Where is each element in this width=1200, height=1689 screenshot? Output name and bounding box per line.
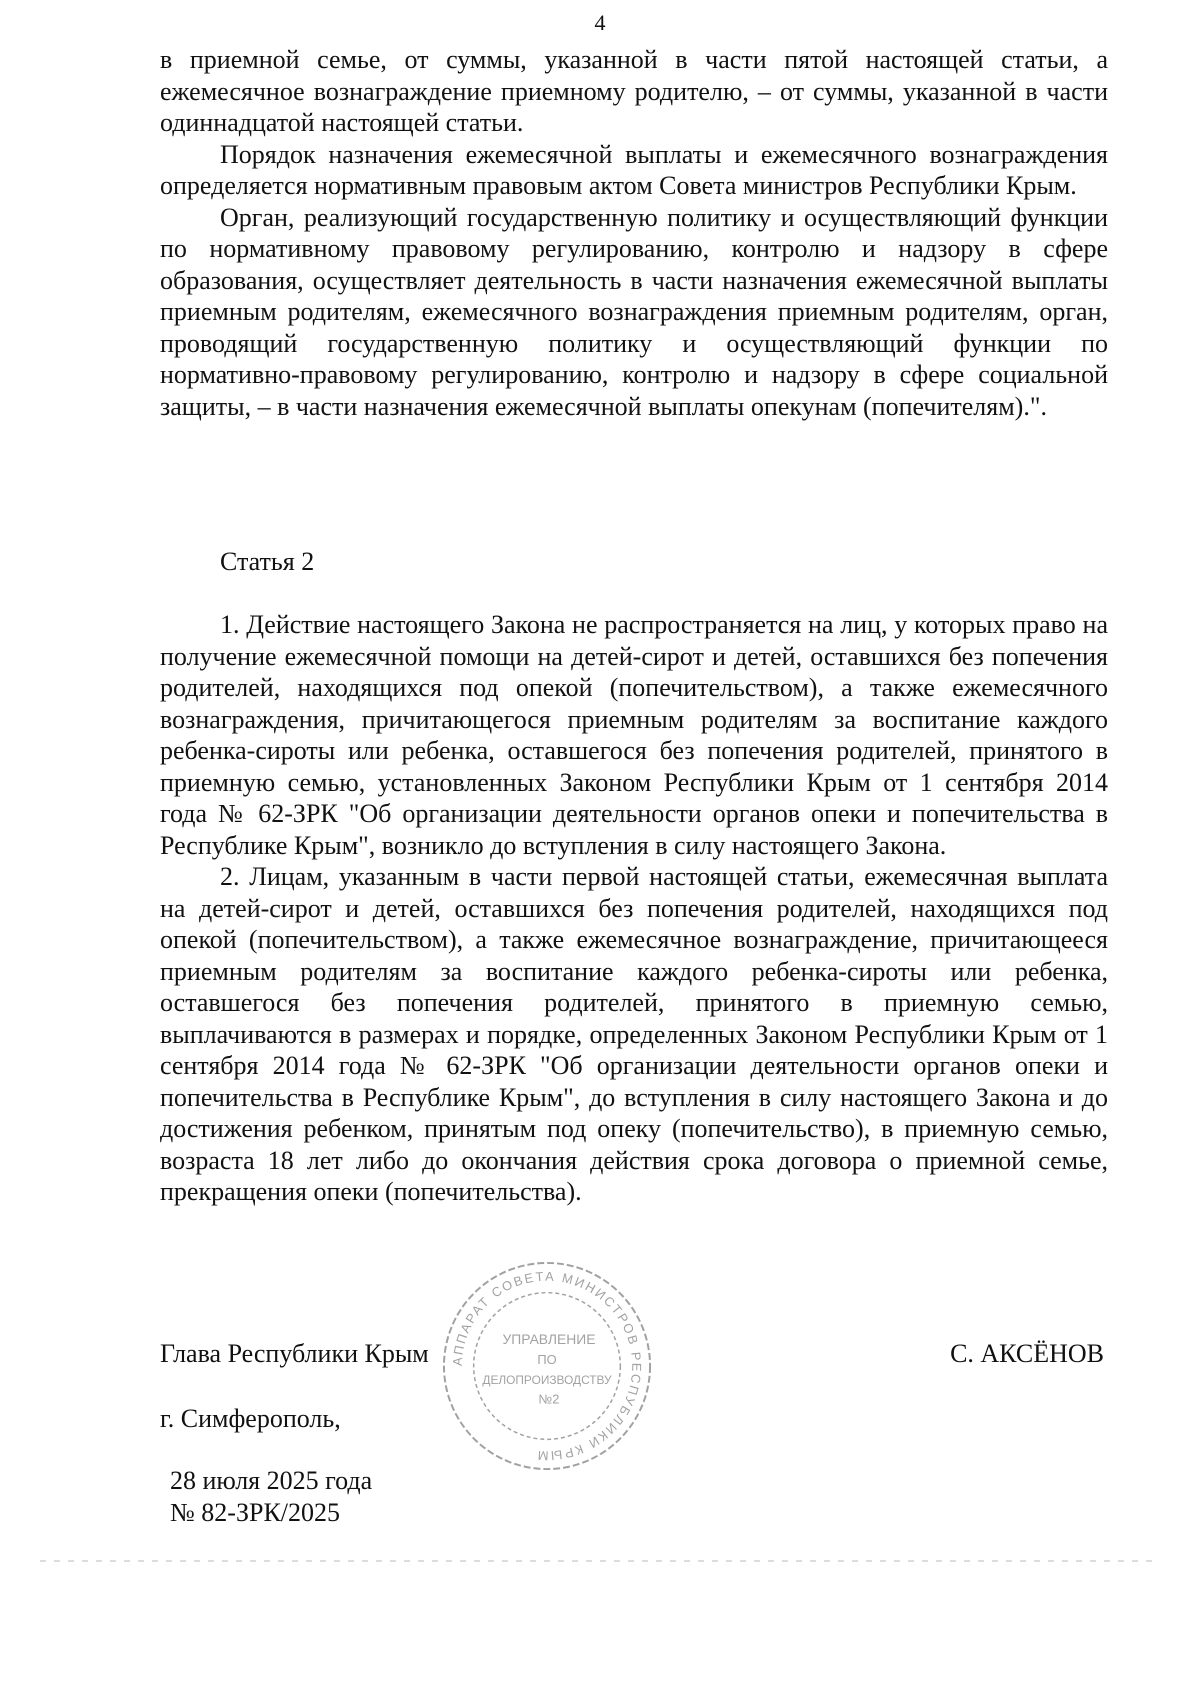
- signer-position: Глава Республики Крым: [160, 1339, 429, 1368]
- scan-edge-artifact: [40, 1560, 1160, 1562]
- paragraph: Орган, реализующий государственную политику и осуществляющий функции по нормативному правовому регулированию, контролю и надзору в сфере образования, осуществляет деятельность в части назначения ежемесячной выплаты приемным родителям, ежемесячного вознаграждения приемным родителям, орган, проводящий государственную политику и осуществляющий функции по нормативно-правовому регулированию, контролю и надзору в сфере социальной защиты, – в части назначения ежемесячной выплаты опекунам (попечителям).".: [160, 202, 1108, 421]
- paragraph: в приемной семье, от суммы, указанной в части пятой настоящей статьи, а ежемесячное вознаграждение приемному родителю, – от суммы, указанной в части одиннадцатой настоящей статьи.: [160, 45, 1108, 137]
- stamp-line: УПРАВЛЕНИЕ: [502, 1331, 596, 1348]
- signing-place: г. Симферополь,: [160, 1404, 341, 1433]
- article-heading: Статья 2: [220, 547, 315, 576]
- page-number: 4: [594, 10, 606, 35]
- article-clause: 2. Лицам, указанным в части первой настоящей статьи, ежемесячная выплата на детей-сирот и детей, оставшихся без попечения родителей, находящихся под опекой (попечительством), а также ежемесячное вознаграждение, причитающееся приемным родителям за воспитание каждого ребенка-сироты или ребенка, оставшегося без попечения родителей, принятого в приемную семью, выплачиваются в размерах и порядке, определенных Законом Республики Крым от 1 сентября 2014 года № 62-ЗРК "Об организации деятельности органов опеки и попечительства в Республике Крым", до вступления в силу настоящего Закона и до достижения ребенком, принятым под опеку (попечительство), в приемную семью, возраста 18 лет либо до окончания действия срока договора о приемной семье, прекращения опеки (попечительства).: [160, 862, 1108, 1206]
- article-clause: 1. Действие настоящего Закона не распространяется на лиц, у которых право на получение ежемесячной помощи на детей-сирот и детей, оставшихся без попечения родителей, находящихся под опекой (попечительством), а также ежемесячного вознаграждения, причитающегося приемным родителям за воспитание каждого ребенка-сироты или ребенка, оставшегося без попечения родителей, принятого в приемную семью, установленных Законом Республики Крым от 1 сентября 2014 года № 62-ЗРК "Об организации деятельности органов опеки и попечительства в Республике Крым", возникло до вступления в силу настоящего Закона.: [160, 610, 1108, 860]
- preceding-article-text: [160, 44, 1108, 422]
- article-2-body: [160, 609, 1108, 1208]
- stamp-line: №2: [538, 1391, 560, 1407]
- official-stamp: [438, 1257, 656, 1475]
- paragraph: Порядок назначения ежемесячной выплаты и ежемесячного вознаграждения определяется нормативным правовым актом Совета министров Республики Крым.: [160, 139, 1108, 200]
- law-number: № 82-ЗРК/2025: [170, 1498, 341, 1527]
- stamp-line: ПО: [537, 1352, 557, 1368]
- signer-name: С. АКСЁНОВ: [950, 1339, 1104, 1368]
- stamp-ring-text: АППАРАТ СОВЕТА МИНИСТРОВ РЕСПУБЛИКИ КРЫМ: [449, 1268, 645, 1464]
- stamp-line: ДЕЛОПРОИЗВОДСТВУ: [482, 1372, 612, 1387]
- signing-date: 28 июля 2025 года: [170, 1466, 373, 1495]
